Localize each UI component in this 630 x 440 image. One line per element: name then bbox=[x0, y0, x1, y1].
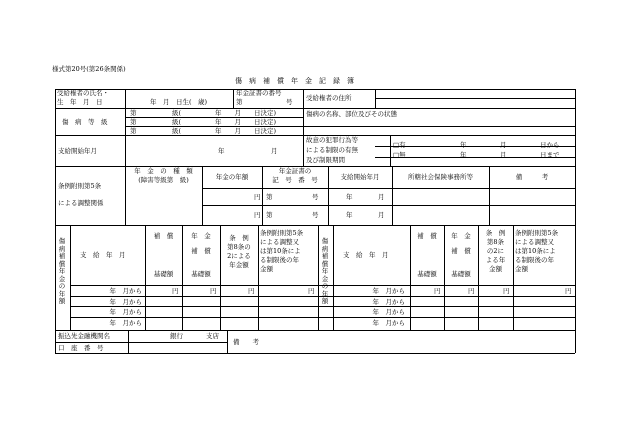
start-year: 年 bbox=[218, 147, 225, 155]
col-art8-left-2: 第8条の bbox=[227, 243, 251, 251]
crime-no-month: 月 bbox=[500, 151, 507, 159]
form-number: 様式第20号(第26条関係) bbox=[52, 65, 126, 73]
crime-label-line2: による制限の有無 bbox=[306, 146, 358, 154]
col-pension-right-1: 年 金 bbox=[451, 232, 471, 240]
amount-left-row1-yen-d: 円 bbox=[308, 287, 315, 295]
col-adjusted-right-2: による調整又 bbox=[515, 238, 554, 246]
page-title: 傷 病 補 償 年 金 記 録 簿 bbox=[235, 77, 354, 85]
adjust-row1-dai: 第 bbox=[266, 193, 273, 201]
grade-row-1-mid: 級( bbox=[172, 109, 182, 117]
adjust-row2-dai: 第 bbox=[266, 211, 273, 219]
amount-right-row4-period: 年 月から bbox=[372, 319, 405, 327]
col-adjusted-left-2: による調整又 bbox=[260, 238, 299, 246]
adjust-row2-yen: 円 bbox=[254, 211, 261, 219]
amount-right-row1-period: 年 月から bbox=[372, 287, 405, 295]
grade-row-2-date: 年 月 日決定) bbox=[215, 118, 277, 126]
col-pension-right-3: 基礎額 bbox=[451, 270, 471, 278]
adjust-row1-yen: 円 bbox=[254, 193, 261, 201]
amount-left-row1-yen-a: 円 bbox=[172, 287, 179, 295]
grade-row-3-date: 年 月 日決定) bbox=[215, 127, 277, 135]
crime-label-line3: 及び制限期間 bbox=[306, 156, 345, 164]
col-basic-right-1: 補 償 bbox=[417, 232, 437, 240]
col-pension-type-line2: (障害等級第 級) bbox=[138, 176, 189, 184]
bank-name-label: 振込先金融機関名 bbox=[58, 332, 110, 340]
col-adjusted-left-3: は第10条によ bbox=[260, 247, 301, 255]
crime-yes-checkbox[interactable]: □有 bbox=[393, 141, 406, 149]
grade-row-1-date: 年 月 日決定) bbox=[215, 109, 277, 117]
adjust-row1-tsuki: 月 bbox=[378, 193, 385, 201]
col-basic-left-2: 基礎額 bbox=[153, 270, 174, 278]
amount-left-row2-period: 年 月から bbox=[109, 298, 142, 306]
name-label-line1: 受給権者の氏名・ bbox=[57, 89, 109, 97]
account-number-label: 口 座 番 号 bbox=[58, 344, 104, 352]
crime-yes-year: 年 bbox=[460, 141, 467, 149]
amount-left-row1-yen-c: 円 bbox=[248, 287, 255, 295]
grade-row-2-mid: 級( bbox=[172, 118, 182, 126]
col-art8-right-1: 条 例 bbox=[485, 229, 506, 237]
start-month: 月 bbox=[271, 147, 278, 155]
crime-label-line1: 故意の犯罪行為等 bbox=[306, 136, 358, 144]
col-period-left: 支 給 年 月 bbox=[80, 251, 126, 259]
col-art8-left-4: 年金額 bbox=[229, 261, 249, 269]
adjust-row2-tsuki: 月 bbox=[378, 211, 385, 219]
grade-label: 傷 病 等 級 bbox=[62, 118, 108, 126]
col-adjusted-left-4: る制限後の年 bbox=[260, 256, 299, 264]
col-start-month: 支給開始年月 bbox=[340, 173, 380, 181]
amount-left-row1-yen-b: 円 bbox=[210, 287, 217, 295]
crime-no-checkbox[interactable]: □無 bbox=[393, 151, 406, 159]
col-basic-right-2: 基礎額 bbox=[417, 270, 437, 278]
col-note: 備 考 bbox=[515, 173, 549, 181]
adjust-side-label-line1: 条例附則第5条 bbox=[58, 182, 102, 190]
col-office: 所轄社会保険事務所等 bbox=[408, 173, 473, 181]
amount-left-row4-period: 年 月から bbox=[109, 319, 142, 327]
col-art8-right-2: 第8条 bbox=[486, 238, 505, 246]
col-basic-left-1: 補 償 bbox=[153, 232, 174, 240]
amount-right-row1-yen-d: 円 bbox=[565, 287, 572, 295]
col-adjusted-right-5: 金額 bbox=[515, 265, 528, 273]
col-pension-amount: 年金の年額 bbox=[215, 173, 249, 181]
adjust-row1-gou: 号 bbox=[312, 193, 319, 201]
adjust-row2-gou: 号 bbox=[312, 211, 319, 219]
birth-date-text: 年 月 日生( 歳) bbox=[150, 98, 208, 106]
crime-yes-month: 月 bbox=[500, 141, 507, 149]
col-art8-left-3: 2による bbox=[227, 252, 251, 260]
amount-right-row1-yen-c: 円 bbox=[503, 287, 510, 295]
address-label: 受給権者の住所 bbox=[306, 94, 352, 102]
pension-number-suffix: 号 bbox=[286, 98, 293, 106]
col-art8-right-3: の2に bbox=[486, 247, 505, 255]
injury-label: 傷病の名称、部位及びその状態 bbox=[306, 110, 397, 118]
amount-right-row1-yen-a: 円 bbox=[434, 287, 441, 295]
adjust-side-label-line2: による調整関係 bbox=[58, 199, 104, 207]
pension-number-label: 年金証書の番号 bbox=[236, 89, 282, 97]
grade-row-3-prefix: 第 bbox=[130, 127, 137, 135]
bank-text: 銀行 bbox=[170, 332, 183, 340]
grade-row-2-prefix: 第 bbox=[130, 118, 137, 126]
col-pension-type-line1: 年 金 の 種 類 bbox=[134, 167, 193, 175]
branch-text: 支店 bbox=[206, 332, 219, 340]
col-pension-right-2: 補 償 bbox=[451, 247, 471, 255]
amount-left-row1-period: 年 月から bbox=[109, 287, 142, 295]
col-pension-left-1: 年 金 bbox=[191, 232, 211, 240]
col-adjusted-right-1: 条例附則第5条 bbox=[515, 229, 559, 237]
col-adjusted-right-4: る制限後の年 bbox=[515, 256, 554, 264]
col-adjusted-left-5: 金額 bbox=[260, 265, 273, 273]
amount-left-row3-period: 年 月から bbox=[109, 308, 142, 316]
col-adjusted-left-1: 条例附則第5条 bbox=[260, 229, 304, 237]
col-art8-left-1: 条 例 bbox=[229, 234, 249, 242]
col-cert-line2: 記 号 番 号 bbox=[272, 176, 318, 184]
adjust-row2-nen: 年 bbox=[346, 211, 353, 219]
grade-row-3-mid: 級( bbox=[172, 127, 182, 135]
col-art8-right-5: 金額 bbox=[489, 265, 502, 273]
col-adjusted-right-3: は第10条によ bbox=[515, 247, 556, 255]
amount-side-label-right: 傷病補償年金の年額 bbox=[321, 237, 329, 305]
crime-no-year: 年 bbox=[460, 151, 467, 159]
crime-from: 日から bbox=[540, 141, 560, 149]
amount-right-row2-period: 年 月から bbox=[372, 298, 405, 306]
col-art8-right-4: よる年 bbox=[485, 256, 506, 264]
pension-number-prefix: 第 bbox=[236, 98, 243, 106]
col-cert-line1: 年金証書の bbox=[278, 167, 312, 175]
start-label: 支給開始年月 bbox=[58, 147, 97, 155]
grade-row-1-prefix: 第 bbox=[130, 109, 137, 117]
col-pension-left-2: 補 償 bbox=[191, 247, 211, 255]
remarks-label: 備 考 bbox=[233, 338, 259, 346]
amount-right-row1-yen-b: 円 bbox=[468, 287, 475, 295]
amount-right-row3-period: 年 月から bbox=[372, 308, 405, 316]
crime-until: 日まで bbox=[540, 151, 560, 159]
amount-side-label-left: 傷病補償年金の年額 bbox=[58, 237, 66, 305]
col-period-right: 支 給 年 月 bbox=[343, 251, 389, 259]
adjust-row1-nen: 年 bbox=[346, 193, 353, 201]
name-label-line2: 生 年 月 日 bbox=[57, 98, 103, 106]
col-pension-left-3: 基礎額 bbox=[191, 270, 211, 278]
